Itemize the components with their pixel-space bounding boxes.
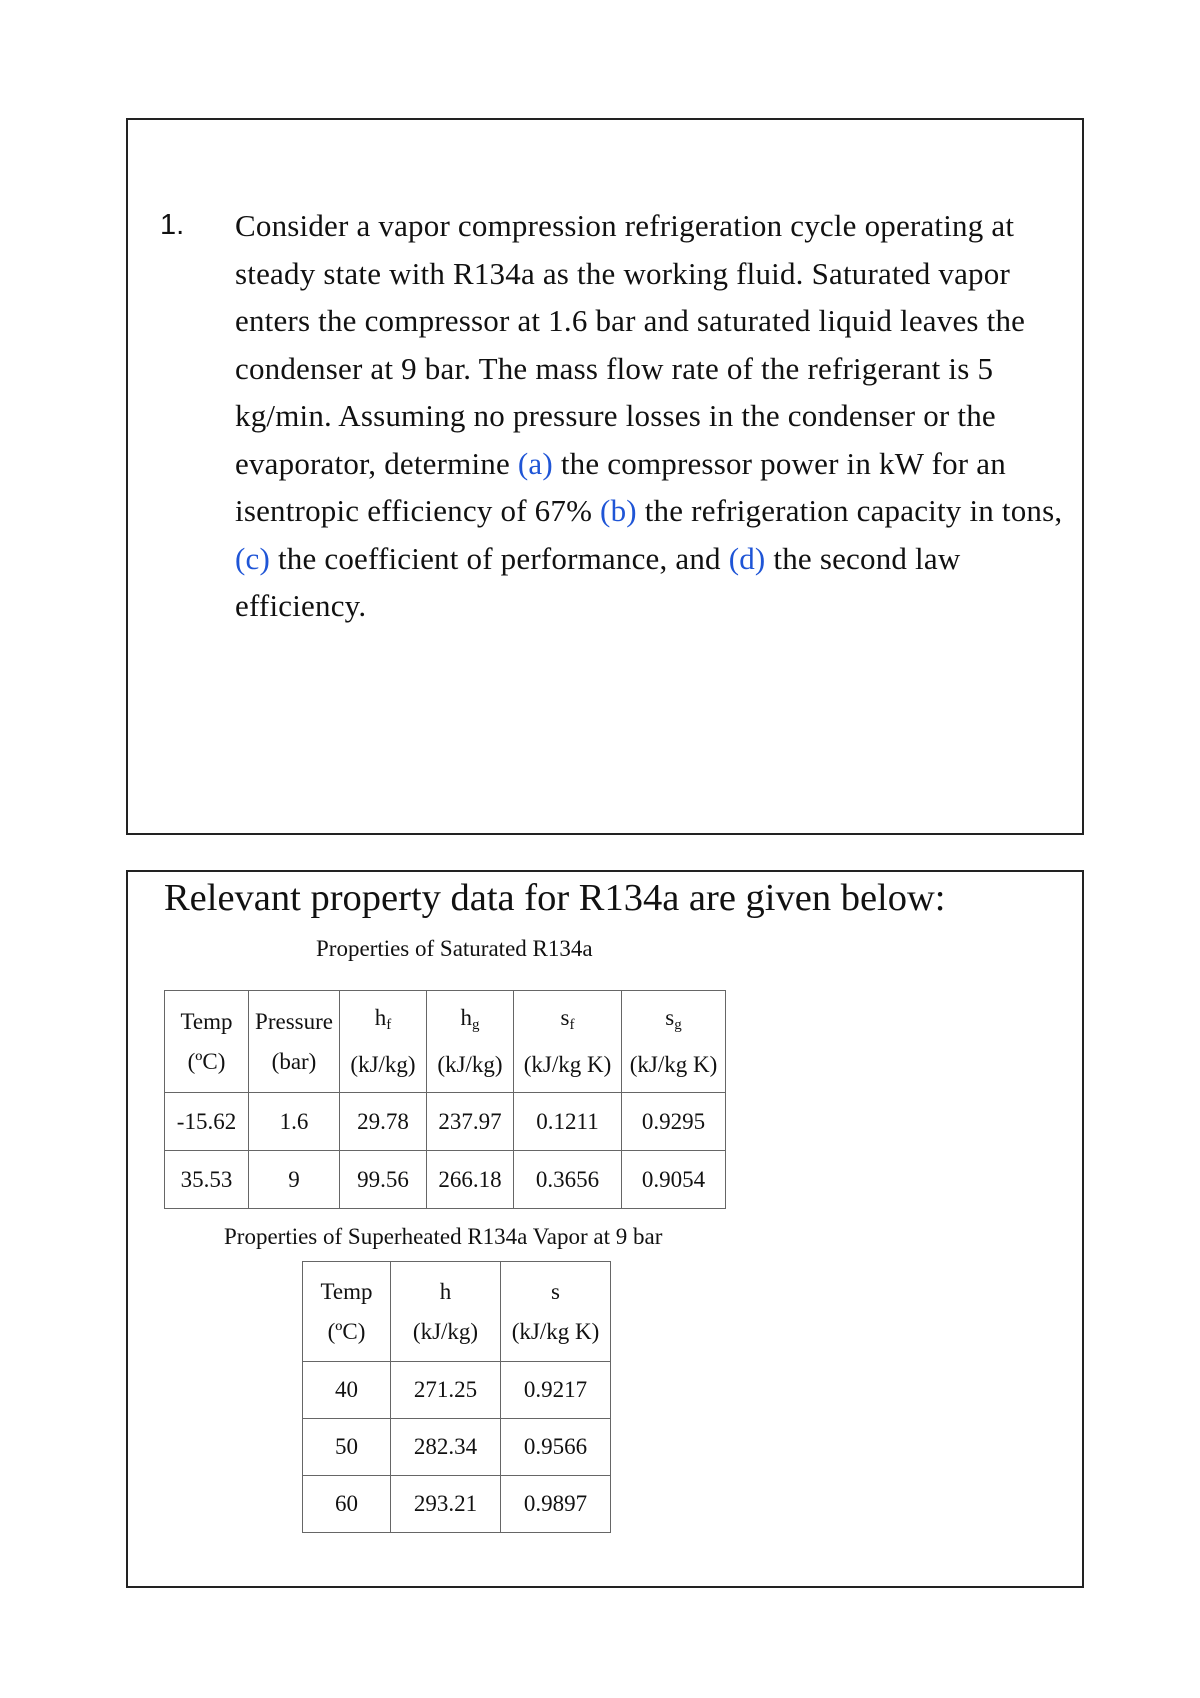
table-row	[303, 1362, 611, 1419]
table-cell: -15.62	[165, 1093, 249, 1151]
column-header-subscript: f	[386, 1017, 392, 1033]
table-row	[303, 1476, 611, 1533]
problem-text-part-4: the coefficient of performance, and	[270, 540, 729, 576]
table-cell: 293.21	[391, 1476, 501, 1533]
table-cell: 0.9217	[501, 1362, 611, 1419]
column-header	[391, 1262, 501, 1362]
column-header-label: $s_g$	[665, 1005, 682, 1033]
column-header-unit: (kJ/kg)	[350, 1052, 416, 1077]
table-cell: 50	[303, 1419, 391, 1476]
problem-text-part-5: the second law efficiency.	[235, 540, 961, 623]
column-header	[303, 1262, 391, 1362]
column-header-unit: (ºC)	[327, 1318, 366, 1344]
problem-number: 1.	[160, 209, 185, 241]
part-a-label: (a)	[517, 445, 553, 481]
table-cell: 271.25	[391, 1362, 501, 1419]
column-header-label: $s_f$	[560, 1005, 575, 1033]
problem-text-part-2: the compressor power in kW for an isentropic efficiency of 67%	[235, 445, 1006, 528]
data-heading: Relevant property data for R134a are given below:	[164, 877, 946, 919]
column-header	[427, 991, 514, 1093]
column-header-unit: (bar)	[271, 1048, 317, 1074]
column-header-subscript: g	[472, 1017, 480, 1033]
column-header	[622, 991, 726, 1093]
column-header-subscript: f	[569, 1017, 575, 1033]
column-header-label: Temp	[320, 1278, 373, 1304]
table-row	[303, 1419, 611, 1476]
table-cell: 1.6	[249, 1093, 340, 1151]
column-header	[165, 991, 249, 1093]
column-header-unit: (kJ/kg K)	[511, 1318, 600, 1344]
part-d-label: (d)	[728, 540, 766, 576]
column-header-label: s	[551, 1278, 560, 1304]
column-header-unit: (kJ/kg)	[437, 1052, 503, 1077]
column-header-label: $h_f$	[374, 1005, 392, 1033]
table-cell: 0.3656	[514, 1151, 622, 1209]
table-cell: 0.9566	[501, 1419, 611, 1476]
column-header-unit: (kJ/kg K)	[523, 1052, 612, 1077]
table-row	[165, 1093, 726, 1151]
column-header	[249, 991, 340, 1093]
column-header-label: $h_g$	[460, 1005, 480, 1033]
column-header	[340, 991, 427, 1093]
column-header	[514, 991, 622, 1093]
column-header-label: h	[439, 1278, 452, 1304]
column-header-label: Pressure	[255, 1008, 333, 1034]
saturated-properties-table	[164, 990, 726, 1209]
problem-box	[126, 118, 1084, 835]
table-header-row	[165, 991, 726, 1093]
table-cell: 0.1211	[514, 1093, 622, 1151]
table-row	[165, 1151, 726, 1209]
table-cell: 266.18	[427, 1151, 514, 1209]
part-c-label: (c)	[235, 540, 271, 576]
column-header-subscript: g	[674, 1017, 682, 1033]
table-cell: 0.9897	[501, 1476, 611, 1533]
superheated-table-caption: Properties of Superheated R134a Vapor at 9 bar	[224, 1224, 663, 1249]
table-cell: 0.9295	[622, 1093, 726, 1151]
table-cell: 9	[249, 1151, 340, 1209]
column-header-unit: (kJ/kg)	[412, 1318, 479, 1344]
column-header	[501, 1262, 611, 1362]
problem-text-part-3: the refrigeration capacity in tons,	[636, 493, 1063, 528]
part-b-label: (b)	[600, 493, 637, 528]
table-header-row	[303, 1262, 611, 1362]
table-cell: 99.56	[340, 1151, 427, 1209]
table-cell: 282.34	[391, 1419, 501, 1476]
problem-statement	[160, 202, 1065, 630]
table-cell: 40	[303, 1362, 391, 1419]
column-header-unit: (ºC)	[187, 1048, 226, 1074]
table-cell: 29.78	[340, 1093, 427, 1151]
column-header-unit: (kJ/kg K)	[629, 1052, 718, 1077]
table-cell: 60	[303, 1476, 391, 1533]
column-header-label: Temp	[180, 1008, 233, 1034]
saturated-table-caption: Properties of Saturated R134a	[316, 936, 593, 961]
superheated-properties-table	[302, 1261, 611, 1533]
problem-text-part-1: Consider a vapor compression refrigeration cycle operating at steady state with R134a as the working fluid. Saturated vapor enters the compressor at 1.6 bar and saturated liquid leaves the condenser at 9 bar. The mass flow rate of the refrigerant is 5 kg/min. Assuming no pressure losses in the condenser or the evaporator, determine	[235, 208, 1026, 481]
problem-text	[235, 202, 1065, 630]
property-data-box	[126, 870, 1084, 1588]
table-cell: 35.53	[165, 1151, 249, 1209]
table-cell: 0.9054	[622, 1151, 726, 1209]
table-cell: 237.97	[427, 1093, 514, 1151]
